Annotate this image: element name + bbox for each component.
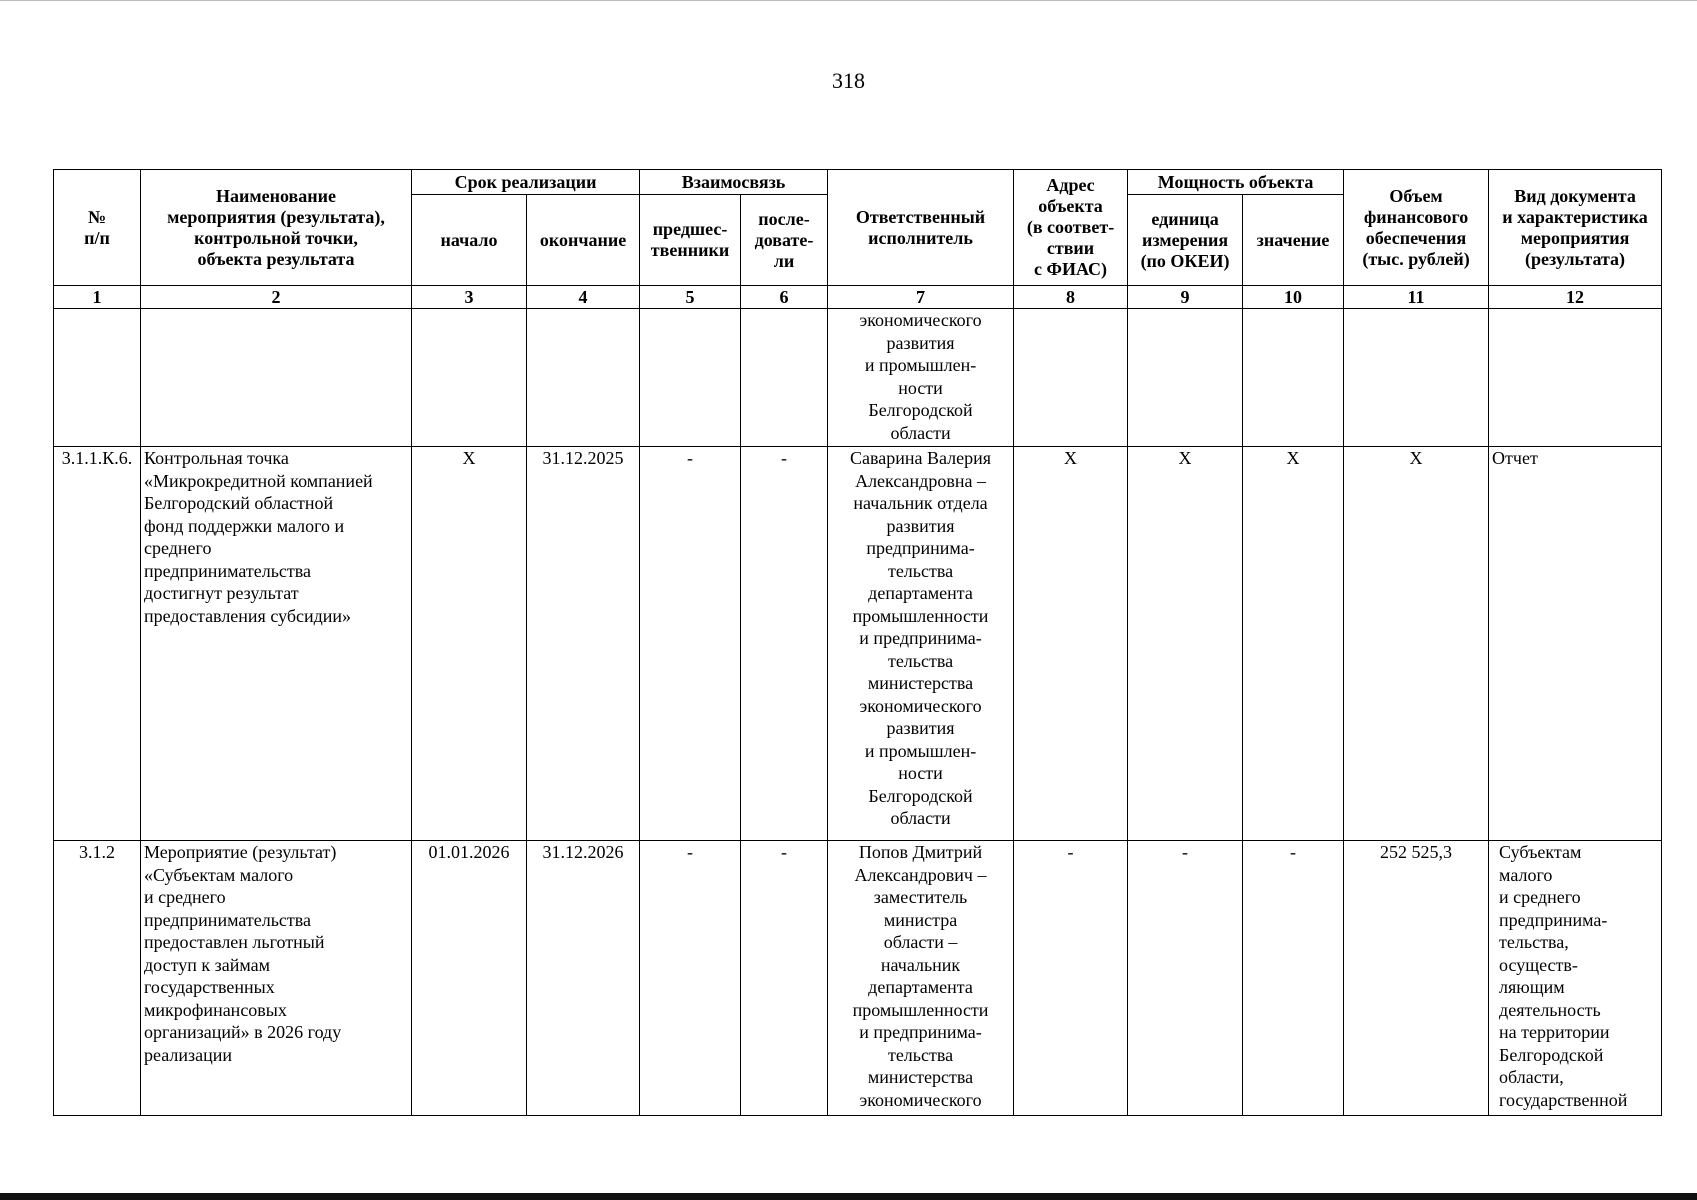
- column-number: 3: [412, 286, 527, 309]
- column-number: 6: [741, 286, 828, 309]
- row-start: [412, 309, 527, 447]
- row-value: [1243, 309, 1344, 447]
- header-document: Вид документа и характеристика мероприятия (результата): [1489, 170, 1662, 286]
- header-responsible: Ответственный исполнитель: [828, 170, 1014, 286]
- row-predecessors: -: [640, 447, 741, 841]
- row-address: Х: [1014, 447, 1128, 841]
- table-row-continuation: [54, 309, 1662, 447]
- row-address: [1014, 309, 1128, 447]
- row-start: 01.01.2026: [412, 841, 527, 1116]
- header-unit: единица измерения (по ОКЕИ): [1128, 195, 1243, 286]
- row-successors: -: [741, 447, 828, 841]
- row-document: [1489, 309, 1662, 447]
- row-unit: [1128, 309, 1243, 447]
- row-address: -: [1014, 841, 1128, 1116]
- header-address: Адрес объекта (в соответ- ствии с ФИАС): [1014, 170, 1128, 286]
- column-number: 1: [54, 286, 141, 309]
- row-unit: Х: [1128, 447, 1243, 841]
- column-number: 11: [1344, 286, 1489, 309]
- row-finance: [1344, 309, 1489, 447]
- plan-table: [53, 169, 1662, 1116]
- header-link-group: Взаимосвязь: [640, 170, 828, 195]
- table-row-measure: [54, 841, 1662, 1116]
- column-number: 7: [828, 286, 1014, 309]
- row-successors: [741, 309, 828, 447]
- row-unit: -: [1128, 841, 1243, 1116]
- header-start: начало: [412, 195, 527, 286]
- row-responsible: экономического развития и промышлен- ности Белгородской области: [828, 309, 1014, 447]
- header-predecessors: предшес- твенники: [640, 195, 741, 286]
- column-number: 4: [527, 286, 640, 309]
- row-end: 31.12.2025: [527, 447, 640, 841]
- column-number: 5: [640, 286, 741, 309]
- column-number: 10: [1243, 286, 1344, 309]
- header-successors: после- довате- ли: [741, 195, 828, 286]
- row-successors: -: [741, 841, 828, 1116]
- row-number: 3.1.1.К.6.: [54, 447, 141, 841]
- row-predecessors: -: [640, 841, 741, 1116]
- row-name: [141, 309, 412, 447]
- header-number: № п/п: [54, 170, 141, 286]
- row-predecessors: [640, 309, 741, 447]
- header-period-group: Срок реализации: [412, 170, 640, 195]
- header-finance: Объем финансового обеспечения (тыс. рублей): [1344, 170, 1489, 286]
- row-finance: 252 525,3: [1344, 841, 1489, 1116]
- row-end: [527, 309, 640, 447]
- column-number: 9: [1128, 286, 1243, 309]
- row-value: Х: [1243, 447, 1344, 841]
- row-start: Х: [412, 447, 527, 841]
- scan-edge-line: [0, 0, 1697, 1]
- scan-bottom-edge: [0, 1193, 1697, 1200]
- row-number: [54, 309, 141, 447]
- row-responsible: Саварина Валерия Александровна – начальник отдела развития предпринима- тельства департамента промышленности и предпринима- тельства министерства экономического развития и промышлен- ности Белгородской области: [828, 447, 1014, 841]
- row-document: Субъектам малого и среднего предпринима- тельства, осуществ- ляющим деятельность на территории Белгородской области, государственной: [1489, 841, 1662, 1116]
- header-capacity-group: Мощность объекта: [1128, 170, 1344, 195]
- header-value: значение: [1243, 195, 1344, 286]
- row-document: Отчет: [1489, 447, 1662, 841]
- row-responsible: Попов Дмитрий Александрович – заместитель министра области – начальник департамента промышленности и предпринима- тельства министерства экономического: [828, 841, 1014, 1116]
- column-number-row: [54, 286, 1662, 309]
- table-row-control-point: [54, 447, 1662, 841]
- row-number: 3.1.2: [54, 841, 141, 1116]
- row-name: Мероприятие (результат) «Субъектам малого и среднего предпринимательства предоставлен льготный доступ к займам государственных микрофинансовых организаций» в 2026 году реализации: [141, 841, 412, 1116]
- header-end: окончание: [527, 195, 640, 286]
- column-number: 12: [1489, 286, 1662, 309]
- header-name: Наименование мероприятия (результата), контрольной точки, объекта результата: [141, 170, 412, 286]
- row-name: Контрольная точка «Микрокредитной компанией Белгородский областной фонд поддержки малого и среднего предпринимательства достигнут результат предоставления субсидии»: [141, 447, 412, 841]
- row-end: 31.12.2026: [527, 841, 640, 1116]
- column-number: 8: [1014, 286, 1128, 309]
- page-number: 318: [832, 68, 865, 93]
- row-finance: Х: [1344, 447, 1489, 841]
- row-value: -: [1243, 841, 1344, 1116]
- column-number: 2: [141, 286, 412, 309]
